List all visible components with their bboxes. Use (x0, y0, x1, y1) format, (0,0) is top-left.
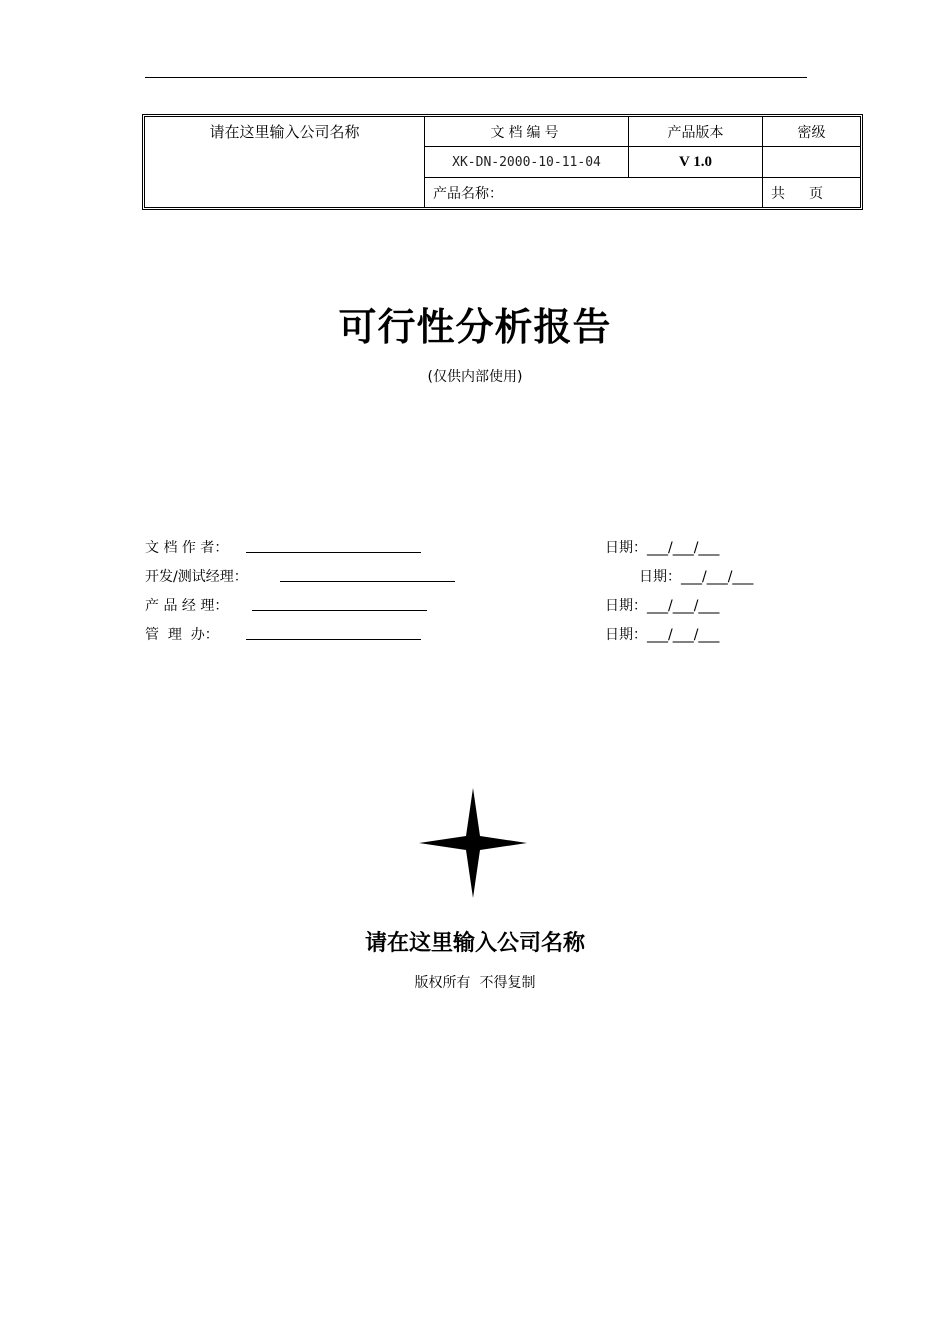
page-count-cell (763, 178, 860, 207)
four-point-star-icon (419, 788, 527, 898)
doc-number-label: 文档编号 (425, 117, 629, 147)
document-title: 可行性分析报告 (338, 305, 612, 349)
document-info-table (142, 114, 863, 210)
document-subtitle: (仅供内部使用) (427, 369, 523, 385)
signature-row-admin-office (145, 624, 219, 644)
signature-label: 产 品 经 理： (145, 598, 229, 614)
signature-label: 开发/测试经理： (145, 569, 248, 585)
date-field: 日期：___/___/___ (605, 627, 720, 643)
copyright-notice: 版权所有 不得复制 (414, 975, 536, 991)
pages-total-label: 共 (771, 185, 787, 202)
signature-row-author (145, 537, 228, 557)
signature-line (246, 639, 421, 640)
footer-company-name: 请在这里输入公司名称 (364, 931, 585, 956)
header-rule (145, 77, 807, 78)
version-value: V 1.0 (629, 147, 763, 178)
signature-line (280, 581, 455, 582)
company-name-cell: 请在这里输入公司名称 (145, 117, 425, 207)
security-level-label: 密级 (763, 117, 860, 147)
signature-line (252, 610, 427, 611)
version-label: 产品版本 (629, 117, 763, 147)
pages-unit-label: 页 (809, 185, 825, 202)
signature-row-product-manager (145, 595, 228, 615)
security-level-value (763, 147, 860, 178)
date-field: 日期：___/___/___ (605, 598, 720, 614)
signature-line (246, 552, 421, 553)
signature-label: 管 理 办： (145, 627, 219, 643)
signature-row-dev-test-manager (145, 566, 248, 586)
date-field: 日期：___/___/___ (605, 540, 720, 556)
product-name-label: 产品名称： (425, 178, 763, 207)
signature-label: 文 档 作 者： (145, 540, 229, 556)
doc-number-value: XK-DN-2000-10-11-04 (425, 147, 629, 178)
date-field: 日期：___/___/___ (639, 569, 754, 585)
